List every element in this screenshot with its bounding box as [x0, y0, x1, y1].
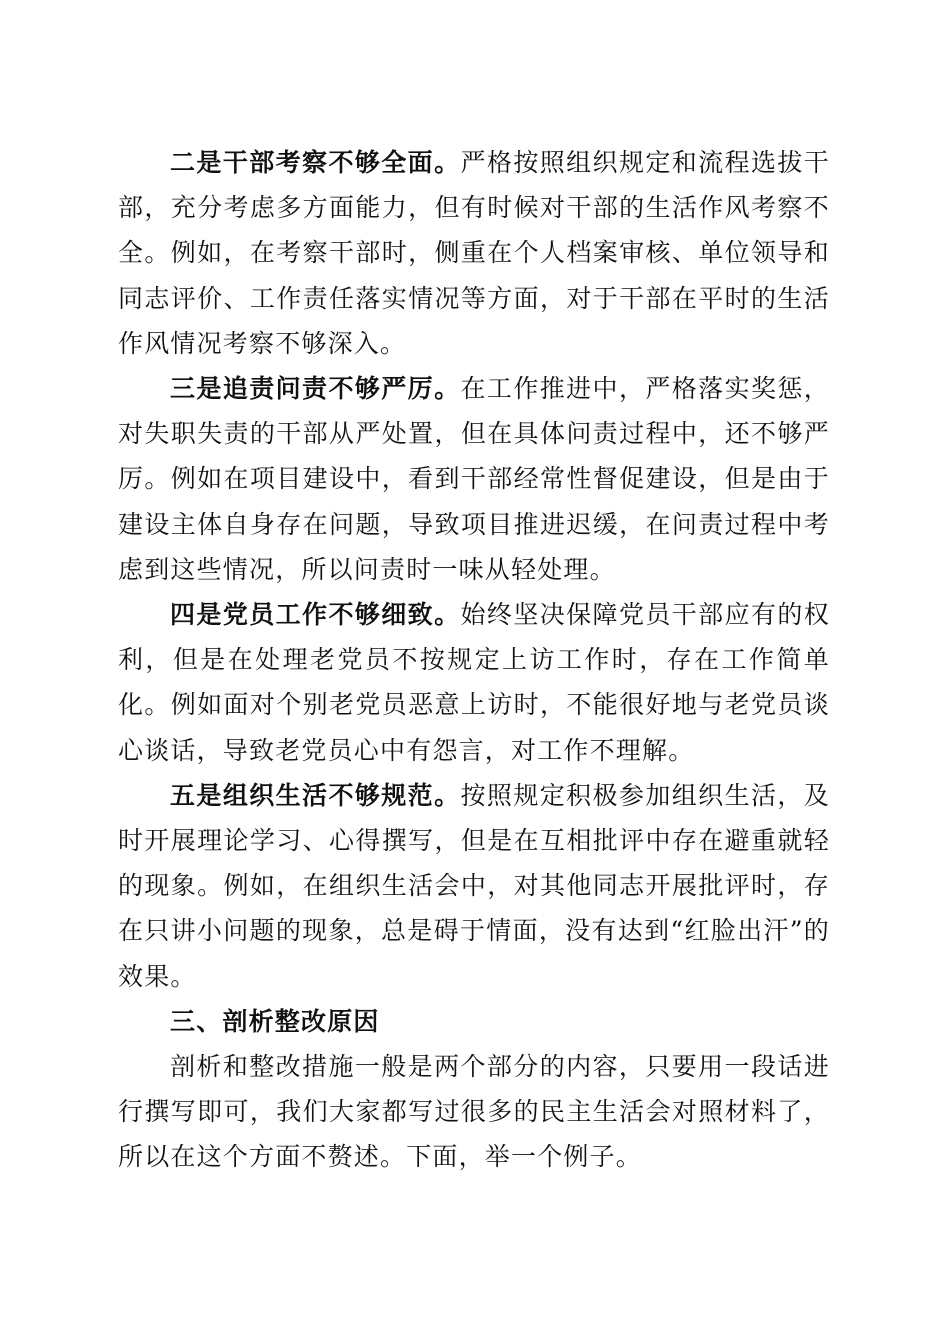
paragraph-lead: 四是党员工作不够细致。	[170, 600, 461, 630]
section-heading: 三、剖析整改原因	[170, 1006, 380, 1036]
section-body: 剖析和整改措施一般是两个部分的内容，只要用一段话进行撰写即可，我们大家都写过很多的民主生活会对照材料了，所以在这个方面不赘述。下面，举一个例子。	[118, 1052, 830, 1172]
paragraph-body: 始终坚决保障党员干部应有的权利，但是在处理老党员不按规定上访工作时，存在工作简单化。例如面对个别老党员恶意上访时，不能很好地与老党员谈心谈话，导致老党员心中有怨言，对工作不理解。	[118, 600, 831, 765]
paragraph-body: 按照规定积极参加组织生活，及时开展理论学习、心得撰写，但是在互相批评中存在避重就轻的现象。例如，在组织生活会中，对其他同志开展批评时，存在只讲小问题的现象，总是碍于情面，没有达到“红脸出汗”的效果。	[118, 780, 831, 991]
paragraph-organization-life	[118, 773, 830, 999]
paragraph-cadre-inspection	[118, 140, 830, 366]
paragraph-lead: 五是组织生活不够规范。	[170, 780, 461, 810]
paragraph-party-member-work	[118, 592, 830, 773]
paragraph-lead: 二是干部考察不够全面。	[170, 148, 461, 177]
document-page	[118, 140, 830, 1180]
paragraph-accountability	[118, 366, 830, 592]
paragraph-body: 在工作推进中，严格落实奖惩，对失职失责的干部从严处置，但在具体问责过程中，还不够严厉。例如在项目建设中，看到干部经常性督促建设，但是由于建设主体自身存在问题，导致项目推进迟缓，在问责过程中考虑到这些情况，所以问责时一味从轻处理。	[118, 374, 831, 584]
paragraph-body: 严格按照组织规定和流程选拔干部，充分考虑多方面能力，但有时候对干部的生活作风考察不全。例如，在考察干部时，侧重在个人档案审核、单位领导和同志评价、工作责任落实情况等方面，对于干部在平时的生活作风情况考察不够深入。	[118, 148, 831, 358]
paragraph-lead: 三是追责问责不够严厉。	[170, 374, 461, 404]
